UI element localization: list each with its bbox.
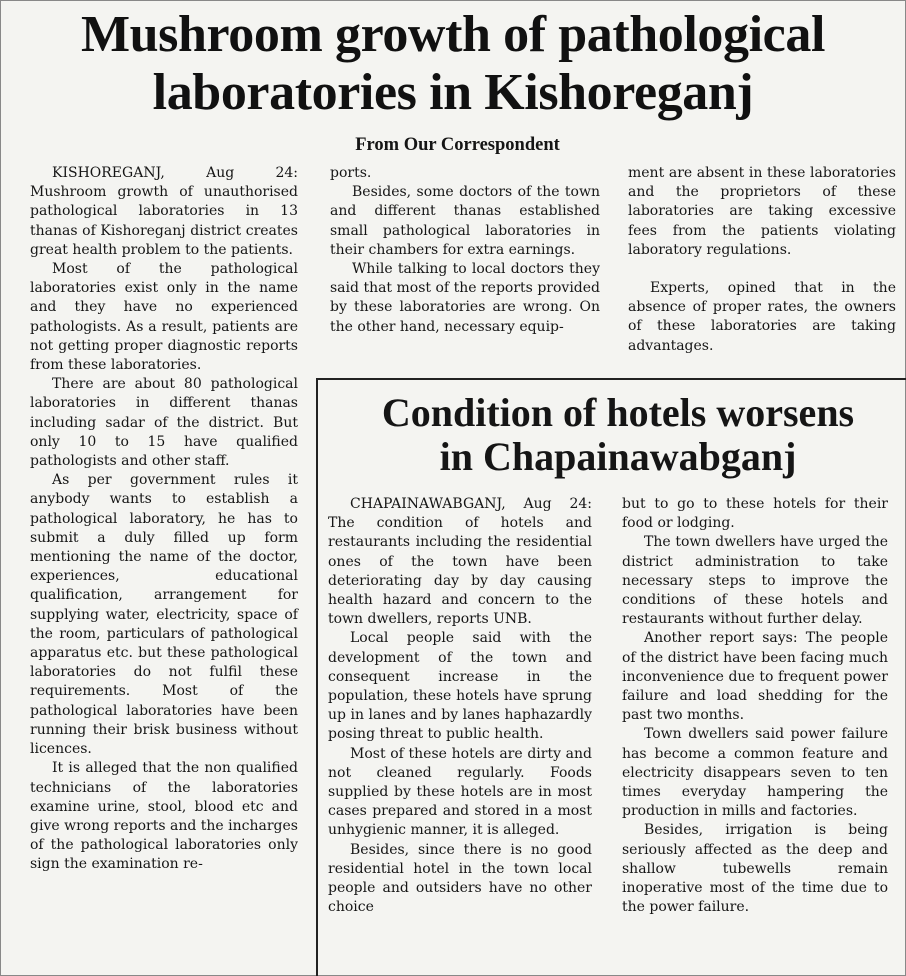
article2-paragraph: Besides, since there is no good residential hotel in the town local people and outsiders have no other choice xyxy=(328,841,592,916)
article2-paragraph: but to go to these hotels for their food or lodging. xyxy=(622,496,888,532)
article1-paragraph: Most of the pathological laboratories exist only in the name and they have no experienced pathologists. As a result, patients are not getting proper diagnostic reports from these laboratories. xyxy=(30,261,298,374)
article1-paragraph: ports. xyxy=(330,165,372,181)
article1-paragraph: Experts, opined that in the absence of proper rates, the owners of these laboratories are taking advantages. xyxy=(628,280,896,354)
article2-box-top-rule xyxy=(316,378,906,380)
article1-paragraph: While talking to local doctors they said that most of the reports provided by these laboratories are wrong. On the other hand, necessary equip- xyxy=(330,261,600,335)
article1-paragraph: Besides, some doctors of the town and different thanas established small pathological laboratories in their chambers for extra earnings. xyxy=(330,184,600,258)
article2-headline-line1: Condition of hotels worsens xyxy=(381,390,855,435)
article1-byline: From Our Correspondent xyxy=(355,135,560,155)
article2-headline-line2: in Chapainawabganj xyxy=(439,434,797,479)
article2-paragraph: Most of these hotels are dirty and not cleaned regularly. Foods supplied by these hotels are in most cases prepared and stored in a most unhygienic manner, it is alleged. xyxy=(328,745,592,839)
article2-dateline: CHAPAINAWABGANJ, Aug 24: xyxy=(350,496,592,512)
article2-paragraph: Town dwellers said power failure has become a common feature and electricity disappears seven to ten times everyday hampering the production in mills and factories. xyxy=(622,726,888,820)
article2-column-1 xyxy=(328,495,592,917)
article1-paragraph: KISHOREGANJ, Aug 24: Mushroom growth of unauthorised pathological laboratories in 13 thanas of Kishoreganj district creates great health problem to the patients. xyxy=(30,165,298,258)
article1-paragraph: ment are absent in these laboratories and the proprietors of these laboratories are taking excessive fees from the patients violating laboratory regulations. xyxy=(628,165,896,258)
article2-box-left-rule xyxy=(316,378,318,976)
article1-paragraph: There are about 80 pathological laboratories in different thanas including sadar of the district. But only 10 to 15 have qualified pathologists and other staff. xyxy=(30,376,298,470)
article2-paragraph: The town dwellers have urged the district administration to take necessary steps to improve the conditions of these hotels and restaurants without further delay. xyxy=(622,534,888,628)
article2-paragraph: Besides, irrigation is being seriously affected as the deep and shallow tubewells remain inoperative most of the time due to the power failure. xyxy=(622,822,888,916)
article1-paragraph: As per government rules it anybody wants to establish a pathological laboratory, he has to submit a duly filled up form mentioning the name of the doctor, experiences, educational qualification, arrangement for supplying water, electricity, space of the room, particulars of pathological apparatus etc. but these pathological laboratories do not fulfil these requirements. Most of the pathological laboratories have been running their brisk business without licences. xyxy=(30,472,298,758)
article1-dateline: KISHOREGANJ, Aug 24: xyxy=(52,165,298,181)
article1-column-3 xyxy=(628,164,896,356)
article2-paragraph: CHAPAINAWABGANJ, Aug 24: The condition of hotels and restaurants including the residential ones of the town have been deteriorating day by day causing health hazard and concern to the town dwellers, reports UNB. xyxy=(328,496,592,628)
article1-column-1 xyxy=(30,164,298,875)
article1-headline-line1: Mushroom growth of pathological xyxy=(80,6,826,63)
article1-paragraph: It is alleged that the non qualified technicians of the laboratories examine urine, stool, blood etc and give wrong reports and the incharges of the pathological laboratories only sign the examination re- xyxy=(30,760,298,873)
article2-paragraph: Another report says: The people of the district have been facing much inconvenience due to frequent power failure and load shedding for the past two months. xyxy=(622,630,888,724)
article2-column-2 xyxy=(622,495,888,917)
article1-headline-line2: laboratories in Kishoreganj xyxy=(152,64,754,121)
article1-column-2 xyxy=(330,164,600,337)
article2-paragraph: Local people said with the development of the town and consequent increase in the population, these hotels have sprung up in lanes and by lanes haphazardly posing threat to public health. xyxy=(328,630,592,743)
